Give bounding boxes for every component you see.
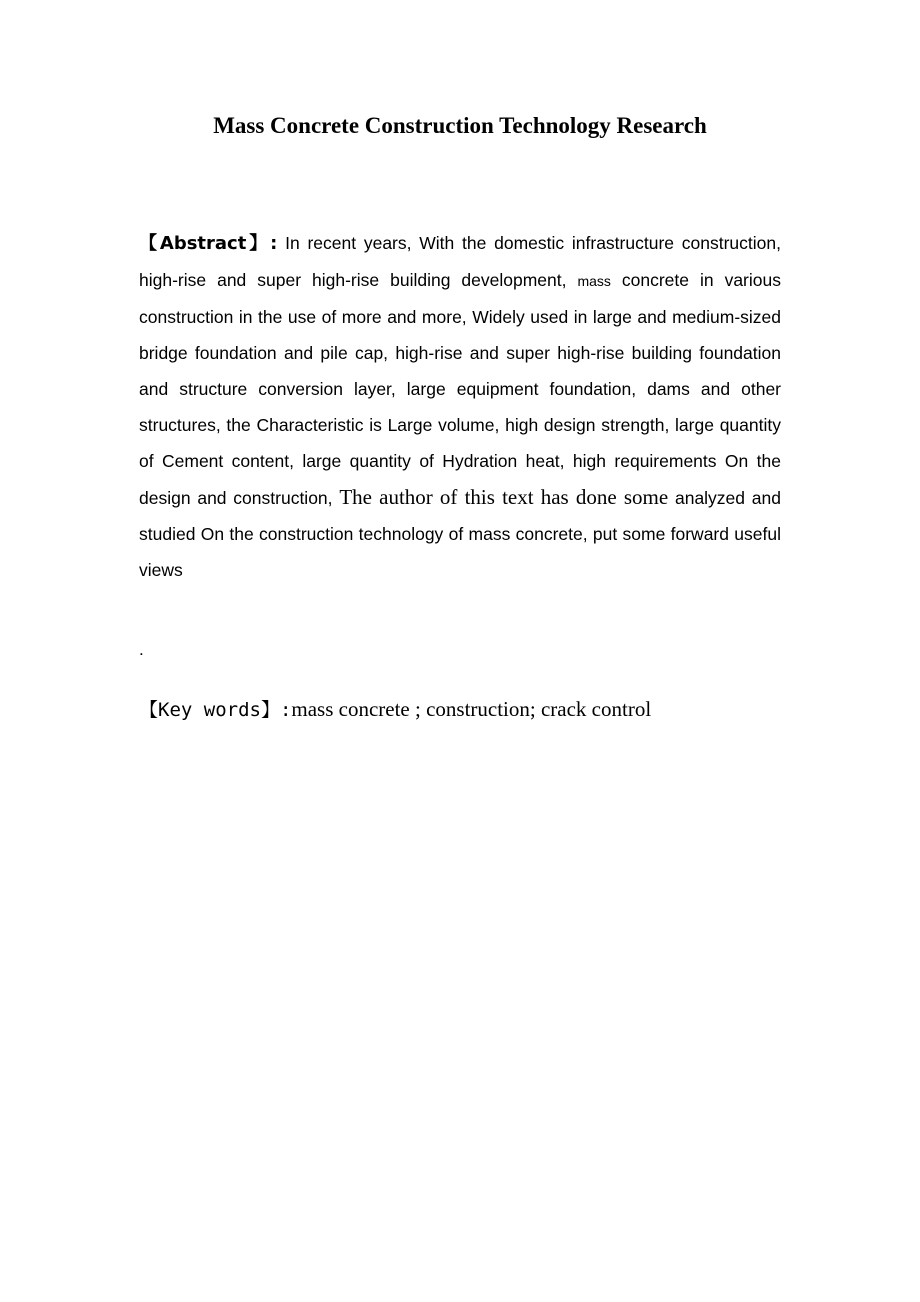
abstract-text-serif: The author of this text has done some <box>339 485 669 509</box>
keywords-text: mass concrete ; construction; crack control <box>291 697 652 721</box>
page-title: Mass Concrete Construction Technology Research <box>213 113 707 138</box>
abstract-text-part-3: analyzed and studied On the construction technology of mass concrete, put some forward useful views <box>139 488 781 580</box>
stray-period: . <box>139 640 144 659</box>
abstract-paragraph <box>139 225 781 588</box>
abstract-label: 【Abstract】: <box>139 233 278 254</box>
abstract-text-part-2: concrete in various construction in the use of more and more, Widely used in large and medium-sized bridge foundation and pile cap, high-rise and super high-rise building foundation and structure conversion layer, large equipment foundation, dams and other structures, the Characteristic is Large volume, high design strength, large quantity of Cement content, large quantity of Hydration heat, high requirements On the design and construction, <box>139 270 781 508</box>
abstract-text-part-1: In recent years, With the domestic infrastructure construction, high-rise and super high-rise building development, <box>139 233 781 290</box>
abstract-text-small: mass <box>577 273 611 289</box>
keywords-line <box>139 694 799 725</box>
keywords-label: 【Key words】: <box>139 699 292 721</box>
